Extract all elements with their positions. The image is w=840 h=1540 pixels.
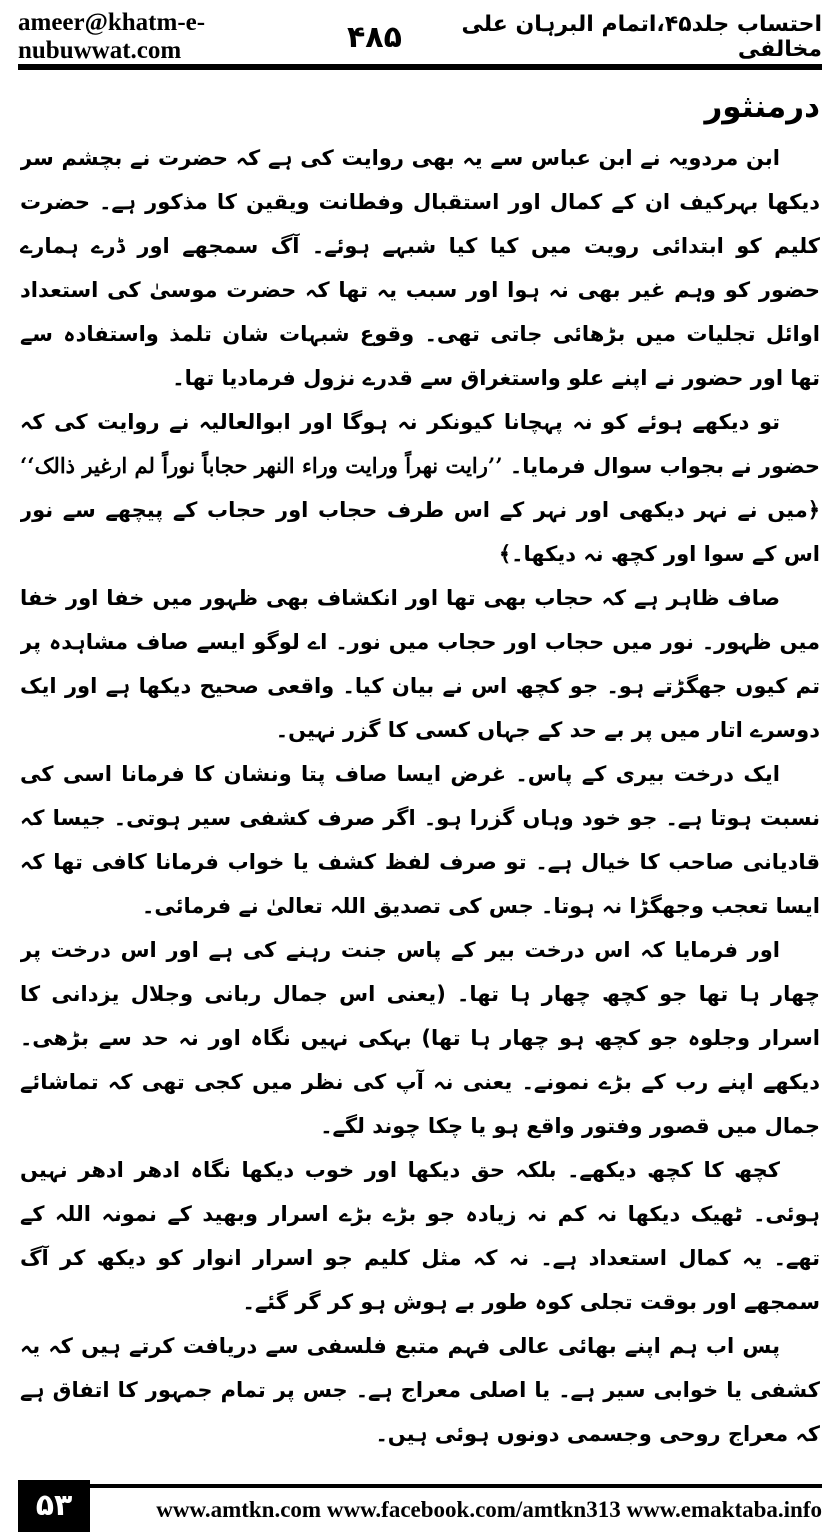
page-body [20, 78, 820, 1476]
paragraph-2-text: تو دیکھے ہوئے کو نہ پہچانا کیونکر نہ ہوگا اور ابوالعالیہ نے روایت کی کہ حضور نے بجواب سوال فرمایا۔ [20, 410, 820, 478]
footer-rule [90, 1484, 822, 1488]
paragraph-2-translation: ﴿میں نے نہر دیکھی اور نہر کے اس طرف حجاب اور حجاب کے پیچھے سے نور اس کے سوا اور کچھ نہ دیکھا۔﴾ [20, 498, 820, 566]
arabic-quote: ’’رایت نھراً ورایت وراء النھر حجاباً نوراً لم ارغیر ذالک‘‘ [20, 453, 503, 478]
paragraph-2 [20, 400, 820, 576]
header-left [18, 9, 402, 65]
footer-page-number: ۵۳ [18, 1480, 90, 1532]
paragraph-5: اور فرمایا کہ اس درخت بیر کے پاس جنت رہنے کی ہے اور اس درخت پر چھار ہا تھا جو کچھ چھار ہا تھا۔ (یعنی اس جمال ربانی وجلال یزدانی کا اسرار وجلوہ جو کچھ ہو چھار ہا تھا) بہکی نہیں نگاہ اور نہ حد سے بڑھی۔ دیکھے اپنے رب کے بڑے نمونے۔ یعنی نہ آپ کی نظر میں کجی تھی کہ تماشائے جمال میں قصور وفتور واقع ہو یا چکا چوند لگے۔ [20, 938, 820, 1138]
header-rule [18, 64, 822, 70]
page-header [18, 9, 822, 64]
paragraph-6: کچھ کا کچھ دیکھے۔ بلکہ حق دیکھا اور خوب دیکھا نگاہ ادھر ادھر نہیں ہوئی۔ ٹھیک دیکھا نہ کم نہ زیادہ جو بڑے بڑے اسرار وبھید کے نمونہ اللہ کے تھے۔ یہ کمال استعداد ہے۔ نہ کہ مثل کلیم جو اسرار انوار کو دیکھ کر آگ سمجھے اور بوقت تجلی کوہ طور بے ہوش ہو کر گر گئے۔ [20, 1158, 820, 1314]
section-heading: درمنثور [704, 89, 820, 125]
header-running-title: احتساب جلد۴۵،اتمام البرہان علی مخالفی [461, 12, 822, 62]
header-email: ameer@khatm-e-nubuwwat.com [18, 9, 206, 64]
paragraph-4: ایک درخت بیری کے پاس۔ غرض ایسا صاف پتا ونشان کا فرمانا اسی کی نسبت ہوتا ہے۔ جو خود وہاں گزرا ہو۔ اگر صرف کشفی سیر ہوتی۔ جیسا کہ قادیانی صاحب کا خیال ہے۔ تو صرف لفظ کشف یا خواب فرمانا کافی تھا کہ ایسا تعجب وجھگڑا نہ ہوتا۔ جس کی تصدیق اللہ تعالیٰ نے فرمائی۔ [20, 762, 820, 918]
paragraph-3: صاف ظاہر ہے کہ حجاب بھی تھا اور انکشاف بھی ظہور میں خفا اور خفا میں ظہور۔ نور میں حجاب اور حجاب میں نور۔ اے لوگو ایسے صاف مشاہدہ پر تم کیوں جھگڑتے ہو۔ جو کچھ اس نے بیان کیا۔ واقعی صحیح دیکھا ہے اور ایک دوسرے اتار میں پر بے حد کے جہاں کسی کا گزر نہیں۔ [20, 586, 820, 742]
paragraph-1: ابن مردویہ نے ابن عباس سے یہ بھی روایت کی ہے کہ حضرت نے بچشم سر دیکھا بہرکیف ان کے کمال اور استقبال وفطانت ویقین کا مذکور ہے۔ حضرت کلیم کو ابتدائی رویت میں کیا کیا شبہے ہوئے۔ آگ سمجھے اور ڈرے ہمارے حضور کو وہم غیر بھی نہ ہوا اور سبب یہ تھا کہ حضرت موسیٰ کی استعداد اوائل تجلیات میں بڑھائی جاتی تھی۔ وقوع شبہات شان تلمذ واستفادہ سے تھا اور حضور نے اپنے علو واستغراق سے قدرے نزول فرمادیا تھا۔ [20, 146, 820, 390]
footer-links: www.amtkn.com www.facebook.com/amtkn313 www.emaktaba.info [156, 1497, 822, 1522]
header-page-number: ۴۸۵ [346, 19, 402, 55]
page-footer [18, 1480, 822, 1532]
paragraph-7: پس اب ہم اپنے بھائی عالی فہم متبع فلسفی سے دریافت کرتے ہیں کہ یہ کشفی یا خوابی سیر ہے۔ یا اصلی معراج ہے۔ جس پر تمام جمہور کا اتفاق ہے کہ معراج روحی وجسمی دونوں ہوئی ہیں۔ [20, 1334, 820, 1446]
